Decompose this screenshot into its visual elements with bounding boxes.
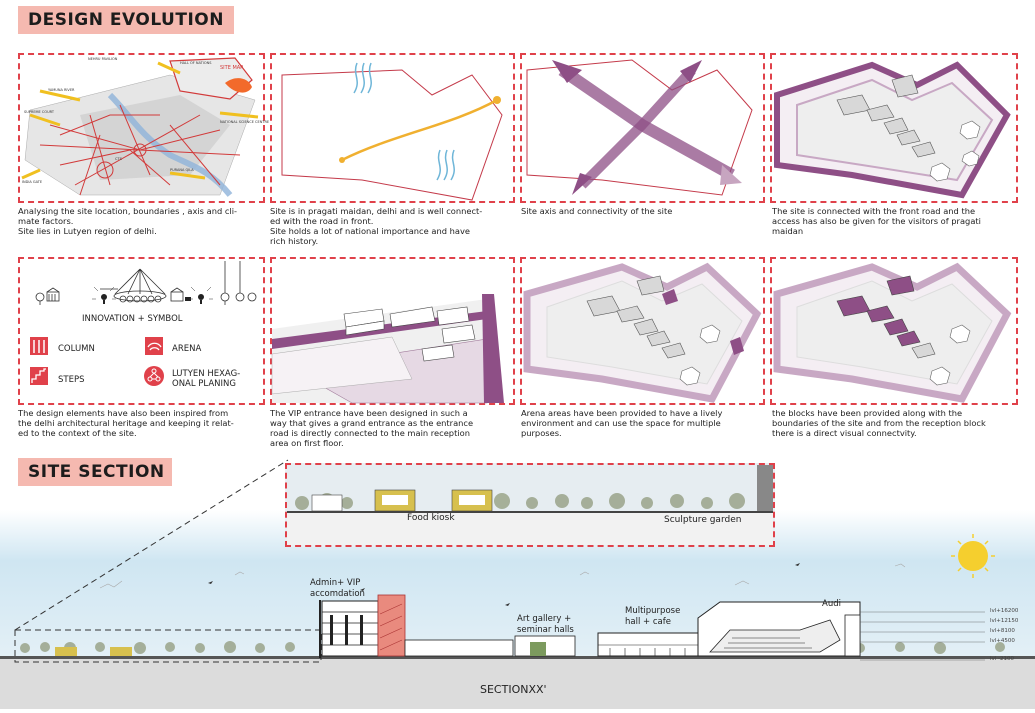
arena-panel	[520, 257, 765, 405]
steps-label: STEPS	[58, 375, 85, 385]
supreme-court-label: SUPREME COURT	[24, 110, 54, 114]
caption-2: Site is in pragati maidan, delhi and is well connect- ed with the road in front. Site holds a lot of national importance and have rich history.	[270, 206, 483, 246]
cts-label: CTS	[115, 157, 122, 161]
level-12150: lvl+12150	[990, 618, 1019, 624]
nehru-pavilion-label: NEHRU PAVILION	[88, 57, 118, 61]
hall-of-nations-label: HALL OF NATIONS	[180, 61, 212, 65]
lutyen-label-2: ONAL PLANING	[172, 379, 236, 389]
art-gallery-label-1: Art gallery +	[517, 614, 572, 624]
caption-4: The site is connected with the front road and the access has also be given for the visitors of pragati maidan	[772, 206, 981, 236]
blocks-diagram	[772, 259, 1016, 403]
site-map-label: SITE MAP	[220, 65, 244, 71]
sculpture-garden-label: Sculpture garden	[664, 515, 742, 525]
arena-label: ARENA	[172, 344, 202, 354]
section-title: SECTIONXX'	[480, 683, 547, 696]
steps-icon	[30, 367, 48, 385]
column-label: COLUMN	[58, 344, 95, 354]
design-elements-panel	[18, 257, 265, 405]
innovation-symbol-label: INNOVATION + SYMBOL	[82, 314, 183, 324]
level-8100: lvl+8100	[990, 628, 1015, 634]
level-16200: lvl+16200	[990, 608, 1019, 614]
art-gallery-label-2: seminar halls	[517, 625, 574, 635]
design-evolution-header: DESIGN EVOLUTION	[18, 6, 234, 34]
vip-entrance-diagram	[272, 259, 513, 403]
multipurpose-label-2: hall + cafe	[625, 617, 671, 627]
admin-label-1: Admin+ VIP	[310, 578, 361, 588]
site-map-panel	[18, 53, 270, 203]
access-panel	[770, 53, 1018, 203]
yamuna-river-label: YAMUNA RIVER	[48, 88, 75, 92]
national-science-centre-label: NATIONAL SCIENCE CENTRE	[220, 120, 270, 124]
india-gate-label: INDIA GATE	[22, 180, 43, 184]
climate-diagram	[272, 55, 513, 201]
audi-label: Audi	[822, 599, 841, 609]
caption-6: The VIP entrance have been designed in such a way that gives a grand entrance as the entrance road is directly connected to the main reception area on first floor.	[270, 408, 474, 448]
blocks-panel	[770, 257, 1018, 405]
arena-diagram	[522, 259, 763, 403]
level-minus-2100: lvl -2100	[990, 656, 1015, 662]
climate-panel	[270, 53, 515, 203]
caption-3: Site axis and connectivity of the site	[521, 206, 673, 216]
axis-panel	[520, 53, 765, 203]
multipurpose-label-1: Multipurpose	[625, 606, 681, 616]
level-4500: lvl+4500	[990, 638, 1015, 644]
caption-8: the blocks have been provided along with the boundaries of the site and from the reception block there is a direct visual connectvity.	[772, 408, 986, 438]
caption-7: Arena areas have been provided to have a lively environment and can use the space for multiple purposes.	[521, 408, 723, 438]
section-inset-detail	[285, 463, 775, 547]
caption-1: Analysing the site location, boundaries , axis and cli- mate factors. Site lies in Lutyen region of delhi.	[18, 206, 238, 236]
food-kiosk-label: Food kiosk	[407, 513, 455, 523]
caption-5: The design elements have also been inspired from the delhi architectural heritage and keeping it relat- ed to the context of the site.	[18, 408, 234, 438]
axis-diagram	[522, 55, 763, 201]
inset-elevation	[287, 465, 773, 545]
site-section-header: SITE SECTION	[18, 458, 172, 486]
vip-entrance-panel	[270, 257, 515, 405]
access-diagram	[772, 55, 1016, 201]
purana-qila-label: PURANA QILA	[170, 168, 194, 172]
site-map-diagram	[20, 55, 270, 201]
lutyen-label-1: LUTYEN HEXAG-	[172, 369, 241, 379]
admin-label-2: accomdation	[310, 589, 365, 599]
